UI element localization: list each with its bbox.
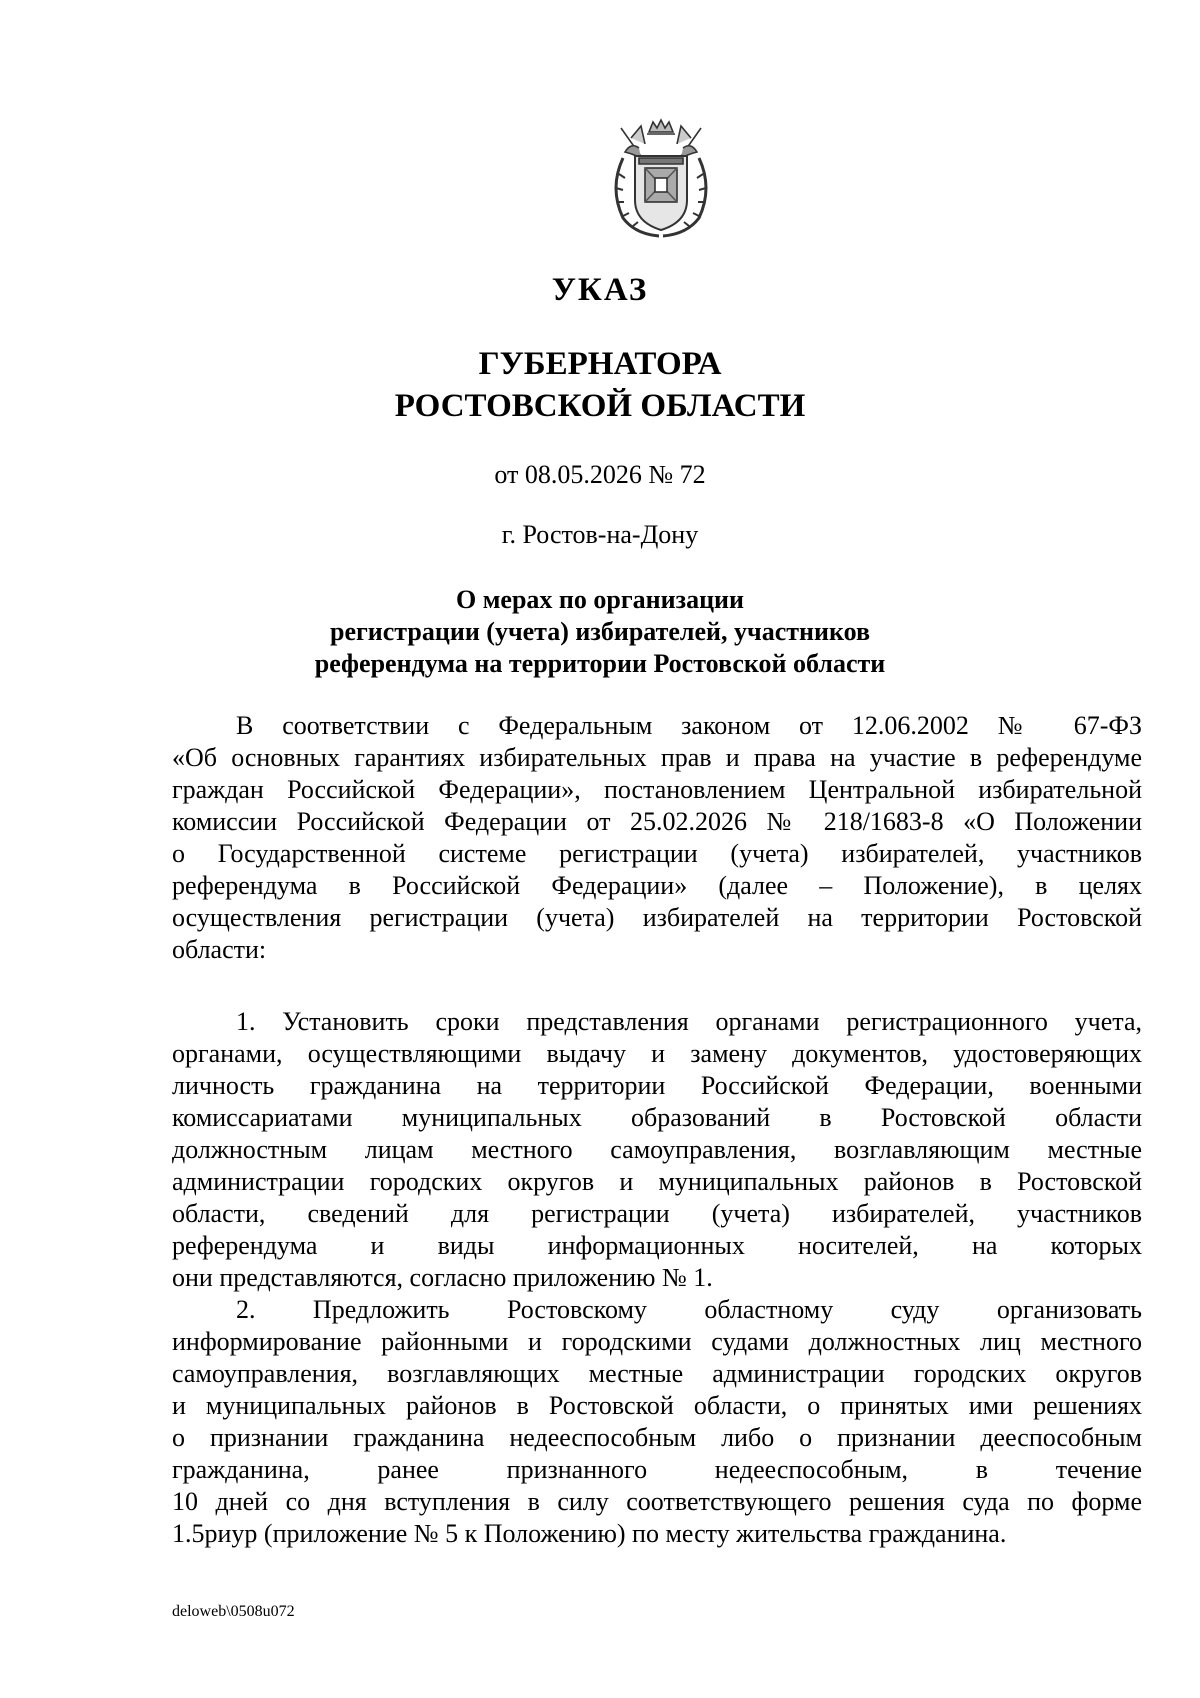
- item-1-line: комиссариатами муниципальных образований в Ростовской области: [172, 1103, 1142, 1132]
- date-and-number: от 08.05.2026 № 72: [494, 460, 706, 489]
- decree-title-line: О мерах по организации: [455, 585, 745, 614]
- item-2-line: гражданина, ранее признанного недееспособным, в течение: [172, 1455, 1142, 1484]
- preamble-line: граждан Российской Федерации», постановлением Центральной избирательной: [172, 775, 1142, 804]
- preamble-line: комиссии Российской Федерации от 25.02.2026 № 218/1683-8 «О Положении: [172, 807, 1142, 836]
- file-reference: deloweb\0508u072: [172, 1603, 295, 1620]
- item-1-line: они представляются, согласно приложению № 1.: [172, 1263, 713, 1292]
- item-1-line: должностным лицам местного самоуправления, возглавляющим местные: [172, 1135, 1142, 1164]
- rostov-oblast-coat-of-arms-icon: [600, 118, 722, 242]
- item-1-line: референдума и виды информационных носителей, на которых: [172, 1231, 1142, 1260]
- item-2-line: о признании гражданина недееспособным либо о признании дееспособным: [172, 1423, 1142, 1452]
- item-2-line: 10 дней со дня вступления в силу соответствующего решения суда по форме: [172, 1487, 1142, 1516]
- decree-title-line: референдума на территории Ростовской области: [314, 649, 886, 678]
- item-1-line: области, сведений для регистрации (учета) избирателей, участников: [172, 1199, 1142, 1228]
- item-1-line: личность гражданина на территории Российской Федерации, военными: [172, 1071, 1142, 1100]
- document-type: УКАЗ: [551, 272, 649, 308]
- preamble-line: о Государственной системе регистрации (учета) избирателей, участников: [172, 839, 1142, 868]
- item-2-line: 1.5риур (приложение № 5 к Положению) по месту жительства гражданина.: [172, 1519, 1007, 1548]
- preamble-line: референдума в Российской Федерации» (далее – Положение), в целях: [172, 871, 1142, 900]
- item-2-line: информирование районными и городскими судами должностных лиц местного: [172, 1327, 1142, 1356]
- decree-title-line: регистрации (учета) избирателей, участников: [329, 617, 870, 646]
- item-1-line: органами, осуществляющими выдачу и замену документов, удостоверяющих: [172, 1039, 1142, 1068]
- item-2-line: самоуправления, возглавляющих местные администрации городских округов: [172, 1359, 1142, 1388]
- authority-line-1: ГУБЕРНАТОРА: [478, 346, 722, 382]
- preamble-line: В соответствии с Федеральным законом от 12.06.2002 № 67-ФЗ: [236, 711, 1142, 740]
- preamble-line: области:: [172, 935, 267, 964]
- item-1-line: администрации городских округов и муниципальных районов в Ростовской: [172, 1167, 1142, 1196]
- item-2-line: и муниципальных районов в Ростовской области, о принятых ими решениях: [172, 1391, 1142, 1420]
- item-2-line: 2. Предложить Ростовскому областному суду организовать: [236, 1295, 1142, 1324]
- item-1-line: 1. Установить сроки представления органами регистрационного учета,: [236, 1007, 1142, 1036]
- place-of-issue: г. Ростов-на-Дону: [501, 520, 699, 549]
- authority-line-2: РОСТОВСКОЙ ОБЛАСТИ: [394, 388, 806, 424]
- preamble-line: осуществления регистрации (учета) избирателей на территории Ростовской: [172, 903, 1142, 932]
- preamble-line: «Об основных гарантиях избирательных прав и права на участие в референдуме: [172, 743, 1142, 772]
